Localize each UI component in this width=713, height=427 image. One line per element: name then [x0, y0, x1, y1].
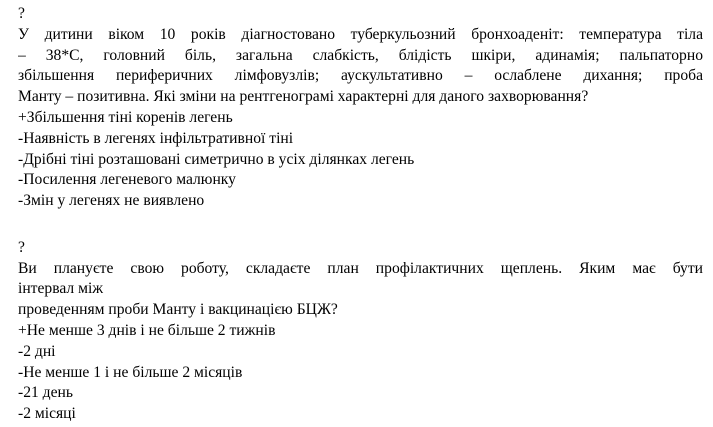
answer-option: -Не менше 1 і не більше 2 місяців: [18, 363, 243, 381]
blank-line: [18, 212, 703, 233]
answer-option: -Змін у легенях не виявлено: [18, 192, 205, 210]
answer-option: -Посилення легеневого малюнку: [18, 171, 236, 189]
question-1: [18, 4, 703, 212]
question-stem-line: проведенням проби Манту і вакцинацією БЦЖ?: [18, 301, 338, 319]
answer-option: -21 день: [18, 384, 73, 402]
answer-option: -Дрібні тіні розташовані симетрично в усіх ділянках легень: [18, 150, 415, 168]
answer-option: -2 місяці: [18, 405, 76, 423]
question-marker: ?: [18, 238, 25, 256]
document-page: [18, 4, 703, 425]
question-2: [18, 238, 703, 425]
answer-option-correct: +Не менше 3 днів і не більше 2 тижнів: [18, 321, 276, 339]
question-marker: ?: [18, 5, 25, 22]
question-stem-line: Ви плануєте свою роботу, складаєте план профілактичних щеплень. Яким має бути: [18, 259, 703, 277]
question-stem-line: У дитини віком 10 років діагностовано туберкульозний бронхоаденіт: температура тіла: [18, 25, 703, 43]
answer-option-correct: +Збільшення тіні коренів легень: [18, 108, 233, 126]
answer-option: -2 дні: [18, 342, 56, 360]
answer-option: -Наявність в легенях інфільтративної тіні: [18, 129, 294, 147]
question-stem-line: збільшення периферичних лімфовузлів; аускультативно – ослаблене дихання; проба: [18, 67, 703, 85]
question-stem-line: Манту – позитивна. Які зміни на рентгенограмі характерні для даного захворювання?: [18, 88, 589, 106]
question-stem-line: інтервал між: [18, 280, 104, 298]
question-stem-line: – 38*С, головний біль, загальна слабкість, блідість шкіри, адинамія; пальпаторно: [18, 46, 703, 64]
